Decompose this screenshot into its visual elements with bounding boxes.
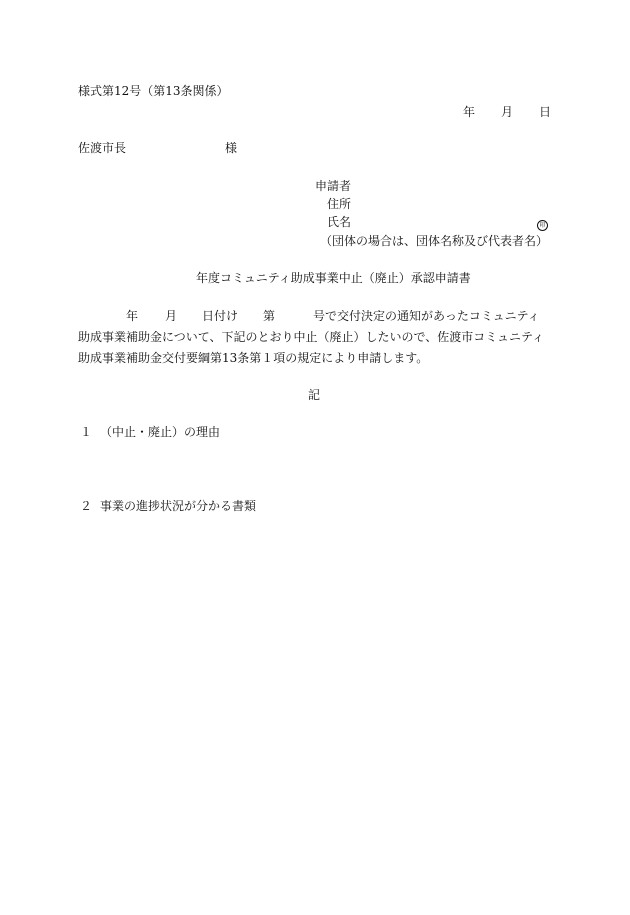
body-year: 年 xyxy=(126,309,139,323)
applicant-address-label: 住所 xyxy=(327,197,352,211)
body-line3: 助成事業補助金交付要綱第13条第１項の規定により申請します。 xyxy=(78,351,429,365)
item-2-number: ２ xyxy=(80,499,93,513)
applicant-heading: 申請者 xyxy=(315,179,352,193)
form-number: 様式第12号（第13条関係） xyxy=(78,84,229,98)
body-dated: 日付け xyxy=(202,309,239,323)
item-1-number: １ xyxy=(80,425,93,439)
date-day: 日 xyxy=(539,105,552,119)
ki-heading: 記 xyxy=(308,388,321,402)
applicant-name-label: 氏名 xyxy=(327,215,352,229)
document-title: 年度コミュニティ助成事業中止（廃止）承認申請書 xyxy=(196,271,471,285)
date-month: 月 xyxy=(501,105,514,119)
addressee-title: 佐渡市長 xyxy=(78,141,127,155)
body-number-prefix: 第 xyxy=(263,309,276,323)
body-month: 月 xyxy=(165,309,178,323)
seal-icon: 印 xyxy=(537,220,548,231)
seal-mark xyxy=(537,217,548,231)
item-1-text: （中止・廃止）の理由 xyxy=(100,425,221,439)
date-year: 年 xyxy=(463,105,476,119)
body-line2: 助成事業補助金について、下記のとおり中止（廃止）したいので、佐渡市コミュニティ xyxy=(78,331,545,343)
body-line1-text: 号で交付決定の通知があったコミュニティ xyxy=(313,310,540,322)
item-2-text: 事業の進捗状況が分かる書類 xyxy=(100,499,257,513)
applicant-note: （団体の場合は、団体名称及び代表者名） xyxy=(320,234,549,248)
addressee-honorific: 様 xyxy=(225,141,238,155)
